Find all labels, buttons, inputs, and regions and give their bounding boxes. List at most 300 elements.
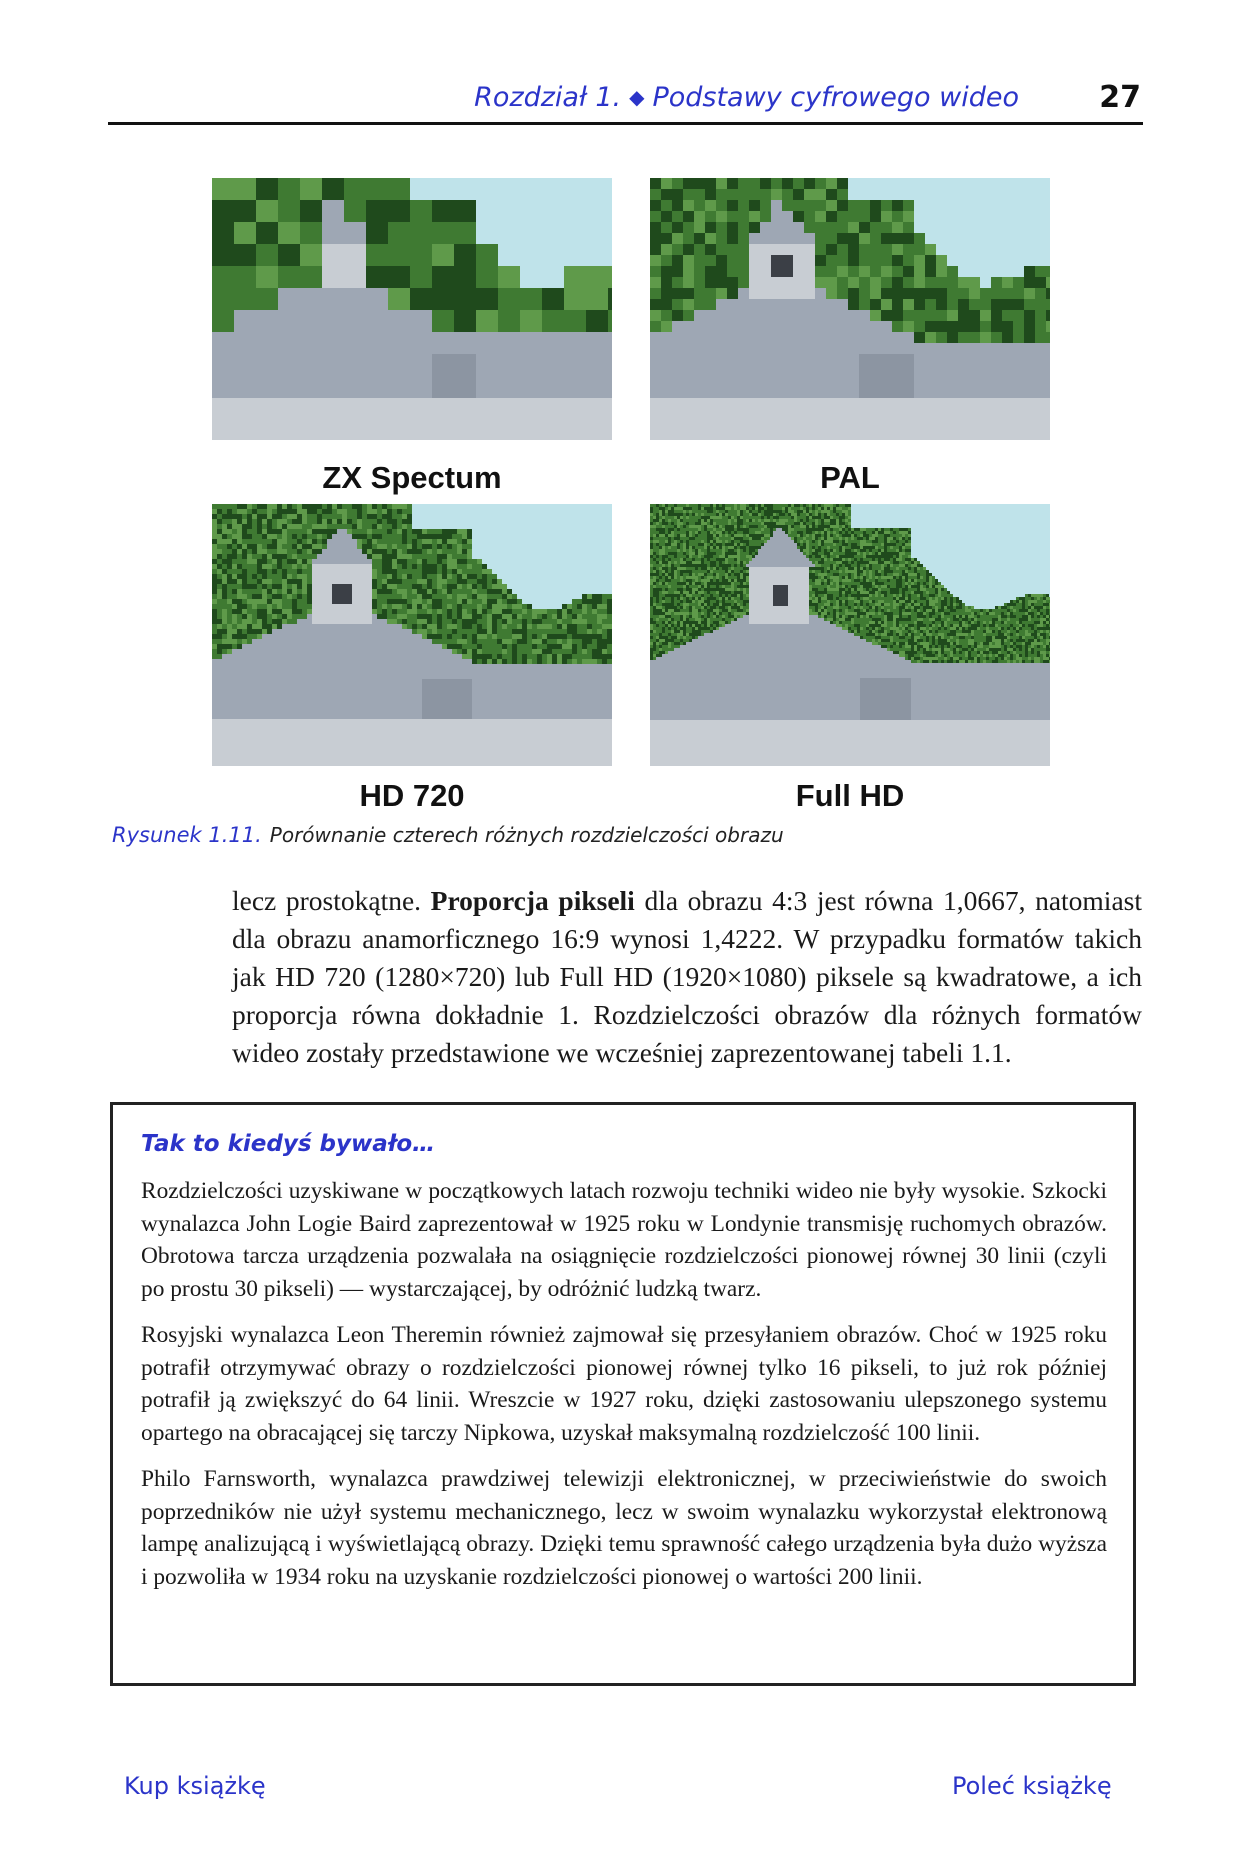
image-pixel	[592, 674, 598, 680]
image-pixel	[727, 398, 739, 410]
image-pixel	[252, 574, 258, 580]
image-pixel	[337, 534, 343, 540]
image-pixel	[302, 509, 308, 515]
image-pixel	[372, 694, 378, 700]
image-pixel	[442, 529, 448, 535]
image-pixel	[277, 659, 283, 665]
image-pixel	[771, 222, 783, 234]
image-pixel	[582, 709, 588, 715]
image-pixel	[442, 644, 448, 650]
image-pixel	[537, 589, 543, 595]
image-pixel	[477, 584, 483, 590]
image-pixel	[277, 519, 283, 525]
image-pixel	[502, 679, 508, 685]
image-pixel	[432, 529, 438, 535]
image-pixel	[991, 277, 1003, 289]
image-pixel	[592, 739, 598, 745]
image-pixel	[347, 594, 353, 600]
image-pixel	[547, 739, 553, 745]
image-pixel	[467, 574, 473, 580]
image-pixel	[487, 654, 493, 660]
image-pixel	[247, 744, 253, 750]
image-pixel	[848, 332, 860, 344]
image-pixel	[936, 233, 948, 245]
image-pixel	[482, 524, 488, 530]
image-pixel	[502, 734, 508, 740]
image-pixel	[337, 584, 343, 590]
image-pixel	[292, 529, 298, 535]
image-pixel	[507, 619, 513, 625]
image-pixel	[512, 649, 518, 655]
image-pixel	[372, 579, 378, 585]
image-pixel	[227, 579, 233, 585]
image-pixel	[694, 343, 706, 355]
image-pixel	[1013, 266, 1025, 278]
image-pixel	[694, 233, 706, 245]
image-pixel	[462, 699, 468, 705]
image-pixel	[1013, 398, 1025, 410]
image-pixel	[382, 624, 388, 630]
image-pixel	[237, 709, 243, 715]
image-pixel	[716, 233, 728, 245]
image-pixel	[482, 644, 488, 650]
image-pixel	[327, 574, 333, 580]
image-pixel	[452, 529, 458, 535]
image-pixel	[572, 689, 578, 695]
image-pixel	[517, 719, 523, 725]
image-pixel	[297, 604, 303, 610]
image-pixel	[793, 233, 805, 245]
image-pixel	[527, 664, 533, 670]
image-pixel	[432, 689, 438, 695]
image-pixel	[705, 288, 717, 300]
image-pixel	[597, 554, 603, 560]
image-pixel	[936, 277, 948, 289]
image-pixel	[562, 684, 568, 690]
image-pixel	[307, 714, 313, 720]
image-pixel	[352, 559, 358, 565]
image-pixel	[804, 398, 816, 410]
image-pixel	[1002, 299, 1014, 311]
image-pixel	[317, 539, 323, 545]
image-pixel	[572, 524, 578, 530]
image-pixel	[452, 684, 458, 690]
image-pixel	[282, 619, 288, 625]
image-pixel	[437, 504, 443, 510]
image-pixel	[497, 524, 503, 530]
image-pixel	[292, 534, 298, 540]
image-pixel	[307, 694, 313, 700]
image-pixel	[242, 609, 248, 615]
image-pixel	[457, 524, 463, 530]
image-pixel	[557, 509, 563, 515]
image-pixel	[572, 729, 578, 735]
image-pixel	[870, 354, 882, 366]
image-pixel	[522, 734, 528, 740]
image-pixel	[427, 649, 433, 655]
image-pixel	[287, 744, 293, 750]
image-pixel	[382, 604, 388, 610]
image-pixel	[277, 719, 283, 725]
image-pixel	[522, 624, 528, 630]
image-pixel	[487, 644, 493, 650]
image-pixel	[1024, 288, 1036, 300]
image-pixel	[542, 574, 548, 580]
image-pixel	[292, 589, 298, 595]
image-pixel	[502, 574, 508, 580]
image-pixel	[457, 584, 463, 590]
image-pixel	[362, 684, 368, 690]
image-pixel	[247, 539, 253, 545]
image-pixel	[848, 354, 860, 366]
image-pixel	[1035, 343, 1047, 355]
image-pixel	[582, 634, 588, 640]
image-pixel	[532, 719, 538, 725]
image-pixel	[407, 564, 413, 570]
image-pixel	[267, 519, 273, 525]
image-pixel	[392, 504, 398, 510]
image-pixel	[607, 614, 612, 620]
image-pixel	[292, 669, 298, 675]
image-pixel	[859, 222, 871, 234]
image-pixel	[782, 178, 794, 190]
image-pixel	[272, 729, 278, 735]
image-pixel	[587, 594, 593, 600]
image-pixel	[542, 514, 548, 520]
image-pixel	[402, 534, 408, 540]
image-pixel	[302, 724, 308, 730]
image-pixel	[402, 569, 408, 575]
image-pixel	[650, 211, 662, 223]
image-pixel	[1046, 354, 1050, 366]
image-pixel	[577, 694, 583, 700]
image-pixel	[372, 504, 378, 510]
image-pixel	[247, 649, 253, 655]
image-pixel	[482, 684, 488, 690]
image-pixel	[607, 549, 612, 555]
image-pixel	[738, 211, 750, 223]
image-pixel	[317, 669, 323, 675]
image-pixel	[467, 649, 473, 655]
image-pixel	[222, 644, 228, 650]
image-pixel	[347, 574, 353, 580]
image-pixel	[282, 584, 288, 590]
image-pixel	[542, 639, 548, 645]
image-pixel	[332, 549, 338, 555]
image-pixel	[427, 599, 433, 605]
image-pixel	[903, 376, 915, 388]
image-pixel	[332, 689, 338, 695]
image-pixel	[683, 310, 695, 322]
image-pixel	[347, 599, 353, 605]
image-pixel	[212, 719, 218, 725]
image-pixel	[317, 629, 323, 635]
image-pixel	[793, 376, 805, 388]
image-pixel	[217, 519, 223, 525]
image-pixel	[402, 644, 408, 650]
image-pixel	[447, 674, 453, 680]
image-pixel	[537, 629, 543, 635]
image-pixel	[602, 734, 608, 740]
image-pixel	[427, 664, 433, 670]
image-pixel	[377, 739, 383, 745]
image-pixel	[936, 409, 948, 421]
image-pixel	[300, 178, 323, 201]
image-pixel	[272, 674, 278, 680]
image-pixel	[344, 376, 367, 399]
image-pixel	[407, 549, 413, 555]
image-pixel	[793, 277, 805, 289]
image-pixel	[212, 559, 218, 565]
image-pixel	[947, 178, 959, 190]
image-pixel	[492, 614, 498, 620]
image-pixel	[417, 579, 423, 585]
image-pixel	[247, 654, 253, 660]
image-pixel	[497, 639, 503, 645]
image-pixel	[347, 729, 353, 735]
image-pixel	[317, 724, 323, 730]
image-pixel	[650, 376, 662, 388]
image-pixel	[300, 310, 323, 333]
image-pixel	[487, 699, 493, 705]
image-pixel	[542, 659, 548, 665]
image-pixel	[302, 689, 308, 695]
image-pixel	[252, 709, 258, 715]
image-pixel	[1046, 288, 1050, 300]
image-pixel	[881, 376, 893, 388]
image-pixel	[242, 529, 248, 535]
image-pixel	[537, 564, 543, 570]
image-pixel	[317, 609, 323, 615]
image-pixel	[1035, 365, 1047, 377]
image-pixel	[447, 544, 453, 550]
image-pixel	[422, 534, 428, 540]
image-pixel	[936, 178, 948, 190]
image-pixel	[502, 709, 508, 715]
image-pixel	[826, 211, 838, 223]
image-pixel	[892, 299, 904, 311]
image-pixel	[557, 739, 563, 745]
image-pixel	[980, 200, 992, 212]
image-pixel	[327, 724, 333, 730]
image-pixel	[217, 604, 223, 610]
image-pixel	[694, 365, 706, 377]
image-pixel	[387, 554, 393, 560]
image-pixel	[487, 684, 493, 690]
image-pixel	[272, 679, 278, 685]
image-pixel	[1013, 233, 1025, 245]
image-pixel	[542, 669, 548, 675]
image-pixel	[542, 694, 548, 700]
image-pixel	[507, 514, 513, 520]
image-pixel	[472, 599, 478, 605]
image-pixel	[804, 266, 816, 278]
image-pixel	[592, 599, 598, 605]
image-pixel	[297, 694, 303, 700]
image-pixel	[870, 233, 882, 245]
image-pixel	[1013, 409, 1025, 421]
image-pixel	[452, 649, 458, 655]
image-pixel	[826, 178, 838, 190]
image-pixel	[482, 639, 488, 645]
image-pixel	[287, 574, 293, 580]
image-pixel	[372, 704, 378, 710]
image-pixel	[602, 684, 608, 690]
image-pixel	[367, 509, 373, 515]
image-pixel	[552, 579, 558, 585]
image-pixel	[1035, 332, 1047, 344]
image-pixel	[332, 744, 338, 750]
image-pixel	[227, 744, 233, 750]
image-pixel	[417, 689, 423, 695]
image-pixel	[969, 376, 981, 388]
image-pixel	[587, 639, 593, 645]
image-pixel	[498, 178, 521, 201]
image-pixel	[252, 714, 258, 720]
image-pixel	[527, 534, 533, 540]
image-pixel	[502, 699, 508, 705]
image-pixel	[232, 544, 238, 550]
image-pixel	[342, 734, 348, 740]
image-pixel	[242, 539, 248, 545]
image-pixel	[760, 387, 772, 399]
image-pixel	[522, 614, 528, 620]
image-pixel	[497, 509, 503, 515]
image-pixel	[232, 694, 238, 700]
image-pixel	[477, 604, 483, 610]
image-pixel	[267, 689, 273, 695]
image-pixel	[222, 534, 228, 540]
image-pixel	[1002, 420, 1014, 432]
image-pixel	[362, 609, 368, 615]
image-pixel	[347, 569, 353, 575]
image-pixel	[282, 614, 288, 620]
image-pixel	[991, 299, 1003, 311]
image-pixel	[738, 310, 750, 322]
image-pixel	[727, 332, 739, 344]
image-pixel	[562, 724, 568, 730]
image-pixel	[372, 689, 378, 695]
image-pixel	[462, 674, 468, 680]
image-pixel	[793, 299, 805, 311]
image-pixel	[492, 569, 498, 575]
image-pixel	[716, 431, 728, 440]
image-pixel	[557, 704, 563, 710]
image-pixel	[694, 409, 706, 421]
image-pixel	[532, 644, 538, 650]
image-pixel	[457, 594, 463, 600]
image-pixel	[367, 739, 373, 745]
image-pixel	[388, 288, 411, 311]
image-pixel	[287, 529, 293, 535]
image-pixel	[372, 574, 378, 580]
image-pixel	[257, 519, 263, 525]
image-pixel	[597, 694, 603, 700]
image-pixel	[452, 714, 458, 720]
image-pixel	[694, 244, 706, 256]
image-pixel	[577, 584, 583, 590]
image-pixel	[727, 431, 739, 440]
image-pixel	[522, 514, 528, 520]
image-pixel	[793, 178, 805, 190]
image-pixel	[597, 599, 603, 605]
image-pixel	[332, 604, 338, 610]
image-pixel	[297, 629, 303, 635]
image-pixel	[302, 609, 308, 615]
image-pixel	[492, 559, 498, 565]
image-pixel	[507, 684, 513, 690]
image-pixel	[452, 669, 458, 675]
image-pixel	[442, 519, 448, 525]
image-pixel	[312, 709, 318, 715]
image-pixel	[322, 614, 328, 620]
image-pixel	[427, 694, 433, 700]
image-pixel	[257, 639, 263, 645]
image-pixel	[442, 589, 448, 595]
image-pixel	[572, 679, 578, 685]
image-pixel	[342, 639, 348, 645]
image-pixel	[672, 266, 684, 278]
image-pixel	[567, 684, 573, 690]
image-pixel	[517, 724, 523, 730]
image-pixel	[592, 624, 598, 630]
image-pixel	[582, 599, 588, 605]
image-pixel	[222, 549, 228, 555]
image-pixel	[297, 539, 303, 545]
image-pixel	[782, 354, 794, 366]
image-pixel	[1046, 310, 1050, 322]
image-pixel	[870, 321, 882, 333]
image-pixel	[277, 554, 283, 560]
image-pixel	[482, 589, 488, 595]
image-pixel	[302, 569, 308, 575]
image-pixel	[417, 614, 423, 620]
image-pixel	[302, 559, 308, 565]
image-pixel	[347, 659, 353, 665]
image-pixel	[738, 255, 750, 267]
image-pixel	[586, 244, 609, 267]
image-pixel	[442, 559, 448, 565]
image-pixel	[727, 321, 739, 333]
image-pixel	[292, 679, 298, 685]
image-pixel	[517, 504, 523, 510]
image-pixel	[252, 744, 258, 750]
image-pixel	[572, 619, 578, 625]
image-pixel	[727, 233, 739, 245]
image-pixel	[936, 420, 948, 432]
image-pixel	[771, 387, 783, 399]
image-pixel	[387, 714, 393, 720]
image-pixel	[262, 709, 268, 715]
image-pixel	[859, 420, 871, 432]
image-pixel	[482, 549, 488, 555]
image-pixel	[256, 244, 279, 267]
image-pixel	[492, 564, 498, 570]
image-pixel	[277, 594, 283, 600]
image-pixel	[577, 729, 583, 735]
image-pixel	[562, 589, 568, 595]
image-pixel	[337, 669, 343, 675]
image-pixel	[815, 222, 827, 234]
image-pixel	[212, 709, 218, 715]
image-pixel	[457, 674, 463, 680]
image-pixel	[958, 354, 970, 366]
image-pixel	[342, 724, 348, 730]
image-pixel	[582, 714, 588, 720]
image-pixel	[567, 589, 573, 595]
image-pixel	[257, 564, 263, 570]
image-pixel	[567, 709, 573, 715]
